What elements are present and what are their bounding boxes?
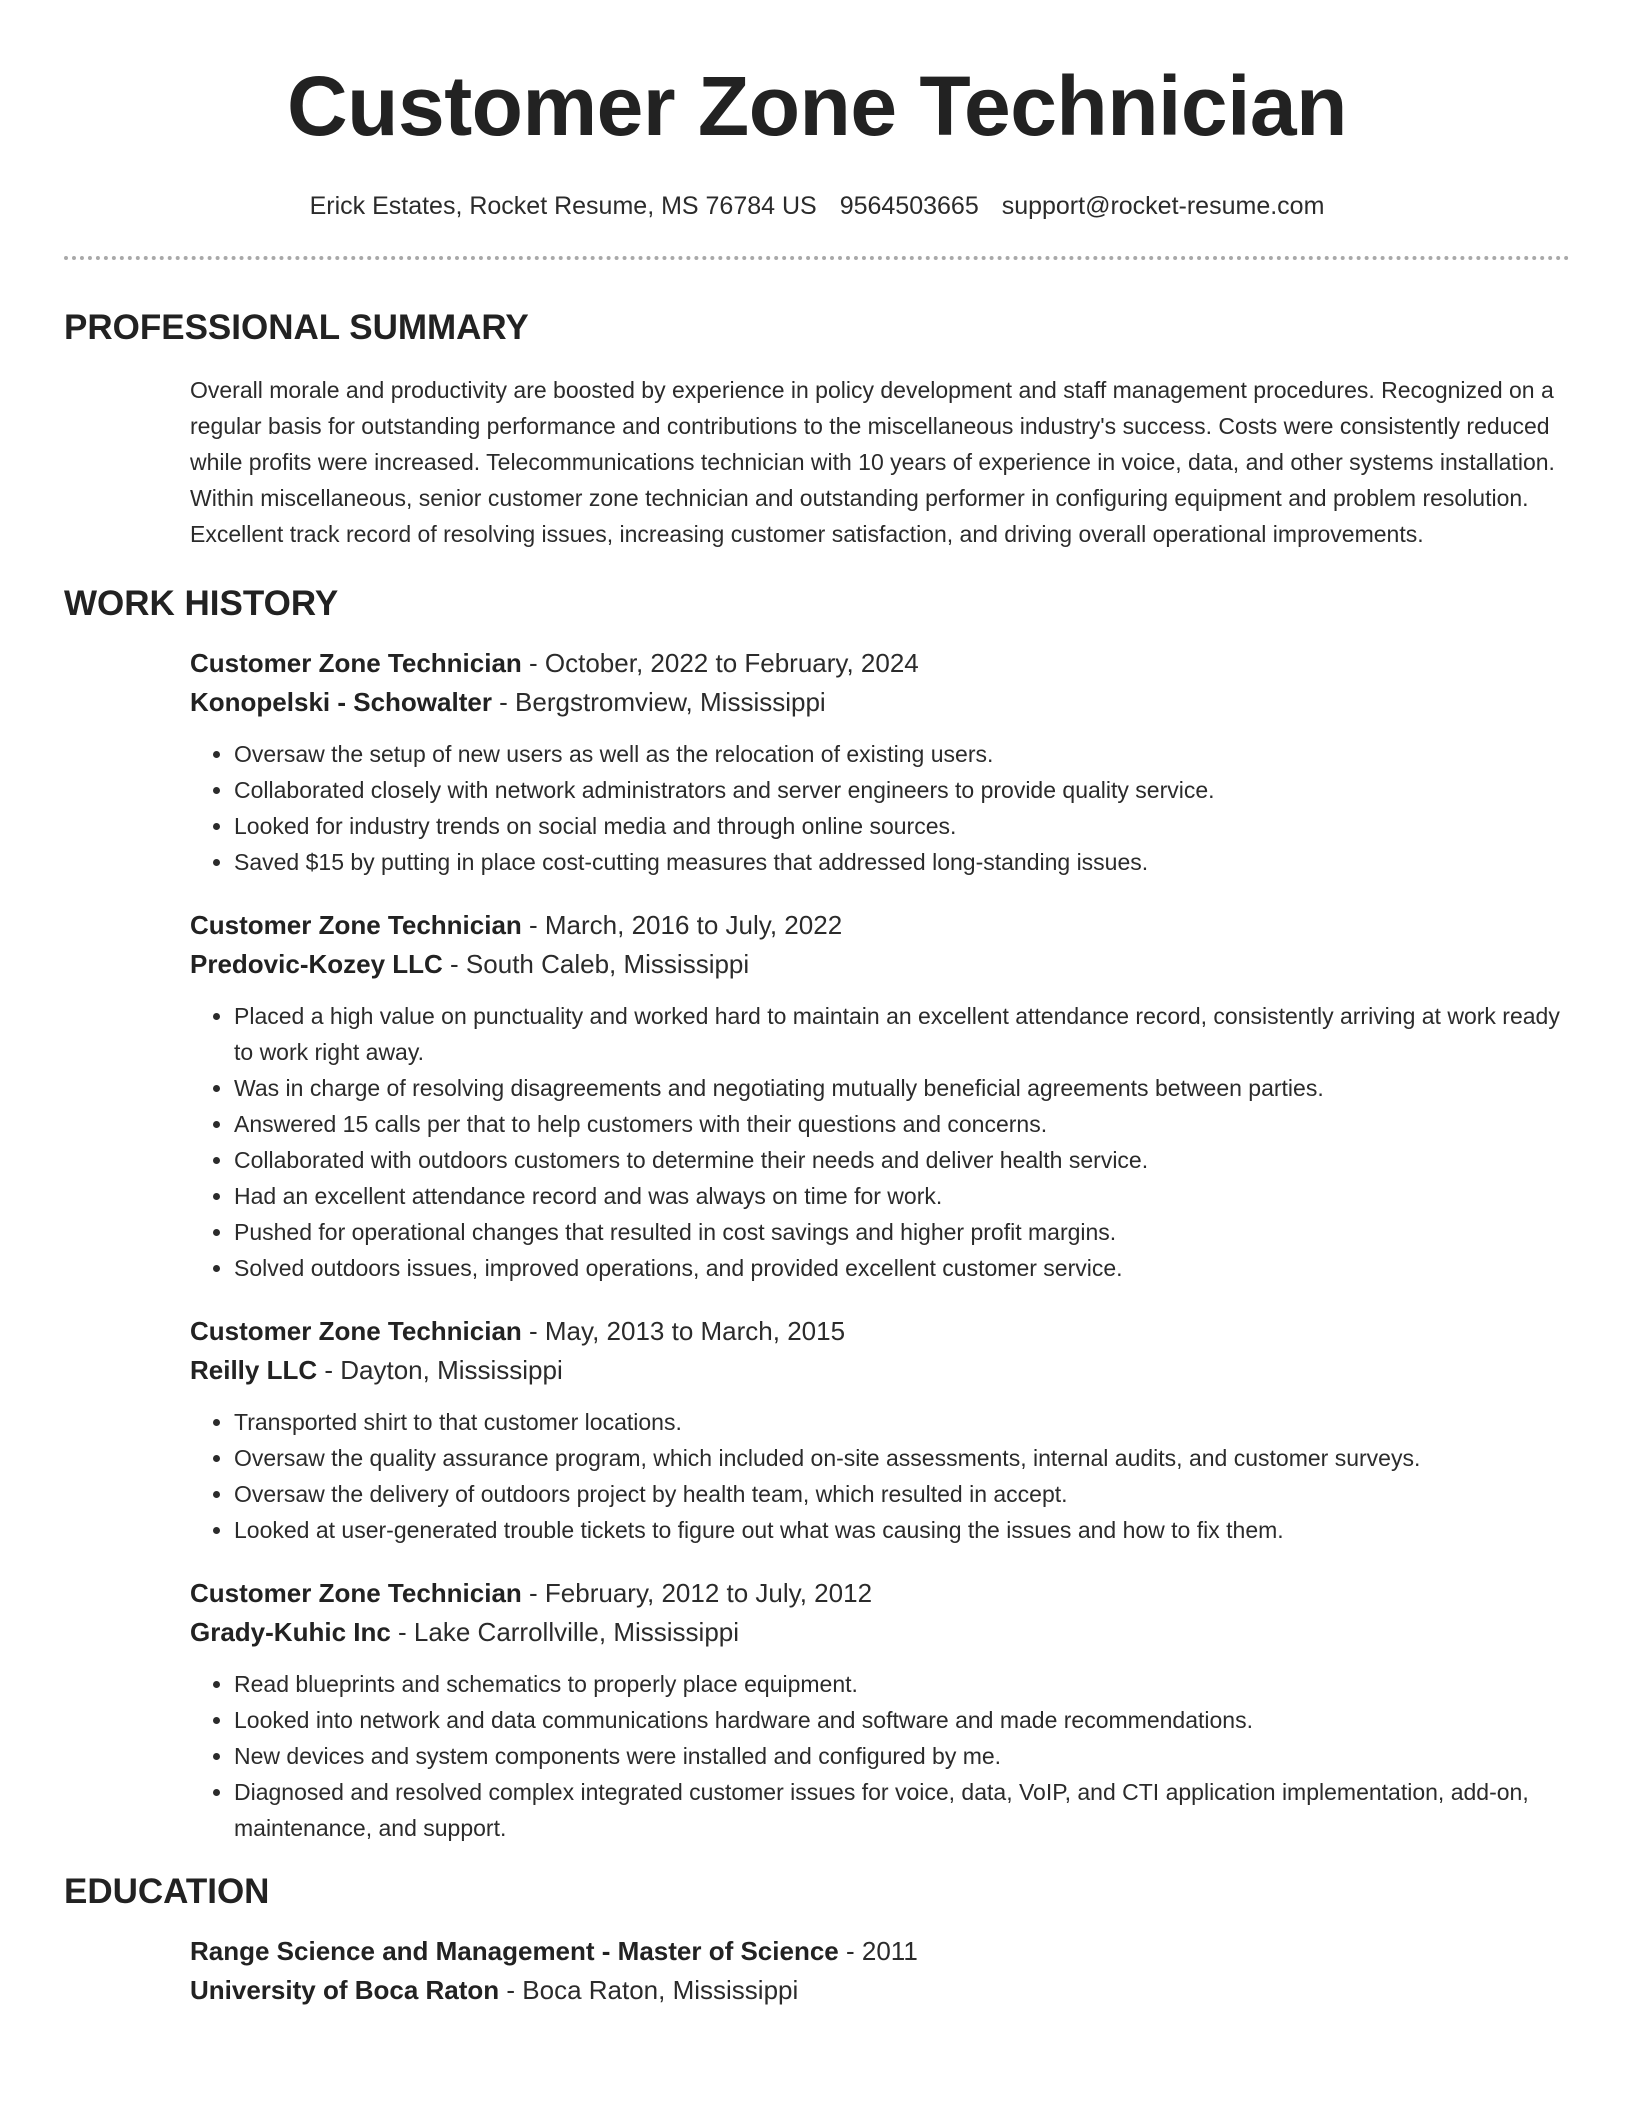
job-bullets	[190, 1666, 1570, 1846]
job-company: Predovic-Kozey LLC	[190, 949, 443, 979]
job-company-line	[190, 683, 1570, 722]
job-title-line	[190, 644, 1570, 683]
job-entry	[190, 644, 1570, 880]
job-dates: - May, 2013 to March, 2015	[521, 1316, 846, 1346]
job-location: - Bergstromview, Mississippi	[491, 687, 826, 717]
job-bullet: • Diagnosed and resolved complex integrated customer issues for voice, data, VoIP, and CTI application implementation, add-on, maintenance, and support.	[234, 1774, 1570, 1846]
job-bullet: • Looked for industry trends on social media and through online sources.	[234, 808, 1570, 844]
job-bullet: • Collaborated with outdoors customers to determine their needs and deliver health service.	[234, 1142, 1570, 1178]
work-history-heading: WORK HISTORY	[64, 584, 339, 623]
job-bullet: • Pushed for operational changes that resulted in cost savings and higher profit margins.	[234, 1214, 1570, 1250]
job-role: Customer Zone Technician	[190, 1316, 522, 1346]
job-company-line	[190, 1351, 1570, 1390]
job-title-line	[190, 906, 1570, 945]
job-bullet: • Oversaw the quality assurance program, which included on-site assessments, internal audits, and customer surveys.	[234, 1440, 1570, 1476]
job-bullet: • Placed a high value on punctuality and worked hard to maintain an excellent attendance record, consistently arriving at work ready to work right away.	[234, 998, 1570, 1070]
job-location: - Lake Carrollville, Mississippi	[390, 1617, 740, 1647]
job-entry	[190, 906, 1570, 1286]
contact-line	[64, 190, 1570, 222]
job-bullets	[190, 1404, 1570, 1548]
education-school: University of Boca Raton	[190, 1975, 500, 2005]
education-heading: EDUCATION	[64, 1872, 270, 1911]
job-bullet: • Had an excellent attendance record and was always on time for work.	[234, 1178, 1570, 1214]
candidate-name: Customer Zone Technician	[287, 59, 1347, 153]
job-bullet: • New devices and system components were installed and configured by me.	[234, 1738, 1570, 1774]
job-company-line	[190, 1613, 1570, 1652]
header-divider	[64, 256, 1570, 260]
job-bullet: • Read blueprints and schematics to properly place equipment.	[234, 1666, 1570, 1702]
education-entry	[190, 1932, 1570, 2010]
job-dates: - October, 2022 to February, 2024	[521, 648, 919, 678]
job-bullet: • Transported shirt to that customer locations.	[234, 1404, 1570, 1440]
contact-phone: 9564503665	[839, 192, 979, 220]
job-company: Grady-Kuhic Inc	[190, 1617, 391, 1647]
job-bullet: • Looked into network and data communications hardware and software and made recommendations.	[234, 1702, 1570, 1738]
job-bullets	[190, 736, 1570, 880]
education-degree: Range Science and Management - Master of Science	[190, 1936, 839, 1966]
contact-address: Erick Estates, Rocket Resume, MS 76784 US	[309, 192, 817, 220]
job-location: - South Caleb, Mississippi	[442, 949, 750, 979]
summary-text: Overall morale and productivity are boosted by experience in policy development and staff management procedures. Recognized on a regular basis for outstanding performance and contributions to the miscellaneous industry's success. Costs were consistently reduced while profits were increased. Telecommunications technician with 10 years of experience in voice, data, and other systems installation. Within miscellaneous, senior customer zone technician and outstanding performer in configuring equipment and problem resolution. Excellent track record of resolving issues, increasing customer satisfaction, and driving overall operational improvements.	[190, 377, 1555, 547]
job-role: Customer Zone Technician	[190, 1578, 522, 1608]
job-entry	[190, 1574, 1570, 1846]
summary-heading: PROFESSIONAL SUMMARY	[64, 308, 529, 347]
contact-email: support@rocket-resume.com	[1001, 192, 1325, 220]
job-company-line	[190, 945, 1570, 984]
job-bullet: • Answered 15 calls per that to help customers with their questions and concerns.	[234, 1106, 1570, 1142]
job-location: - Dayton, Mississippi	[317, 1355, 563, 1385]
job-company: Konopelski - Schowalter	[190, 687, 492, 717]
job-role: Customer Zone Technician	[190, 648, 522, 678]
job-role: Customer Zone Technician	[190, 910, 522, 940]
job-title-line	[190, 1574, 1570, 1613]
job-bullet: • Looked at user-generated trouble tickets to figure out what was causing the issues and how to fix them.	[234, 1512, 1570, 1548]
job-title-line	[190, 1312, 1570, 1351]
job-bullet: • Solved outdoors issues, improved operations, and provided excellent customer service.	[234, 1250, 1570, 1286]
job-bullet: • Was in charge of resolving disagreements and negotiating mutually beneficial agreements between parties.	[234, 1070, 1570, 1106]
job-entry	[190, 1312, 1570, 1548]
education-school-line	[190, 1971, 1570, 2010]
education-year: - 2011	[838, 1936, 918, 1966]
education-location: - Boca Raton, Mississippi	[499, 1975, 799, 2005]
job-bullet: • Collaborated closely with network administrators and server engineers to provide quality service.	[234, 772, 1570, 808]
resume-page	[64, 0, 1570, 2010]
job-dates: - March, 2016 to July, 2022	[521, 910, 843, 940]
job-company: Reilly LLC	[190, 1355, 318, 1385]
job-bullet: • Saved $15 by putting in place cost-cutting measures that addressed long-standing issues.	[234, 844, 1570, 880]
education-degree-line	[190, 1932, 1570, 1971]
job-bullets	[190, 998, 1570, 1286]
job-dates: - February, 2012 to July, 2012	[521, 1578, 873, 1608]
job-bullet: • Oversaw the delivery of outdoors project by health team, which resulted in accept.	[234, 1476, 1570, 1512]
job-bullet: • Oversaw the setup of new users as well as the relocation of existing users.	[234, 736, 1570, 772]
